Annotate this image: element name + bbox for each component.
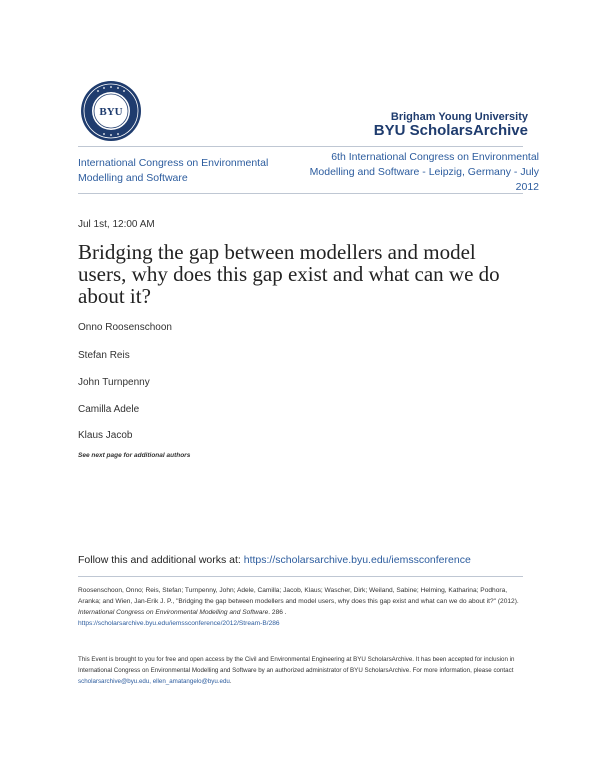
seal-text: BYU (99, 106, 123, 118)
follow-link[interactable]: https://scholarsarchive.byu.edu/iemssconference (243, 554, 471, 566)
author-name: Stefan Reis (78, 350, 130, 361)
citation-text: Roosenschoon, Onno; Reis, Stefan; Turnpenny, John; Adele, Camilla; Jacob, Klaus; Wascher, Dirk; Weiland, Sabine; Helming, Katharina; Podhora, Aranka; and Wien, Jan-Erik J. P., "Bridging the gap between modellers and model users, why does this gap exist and what can we do about it?" (2012). (78, 587, 519, 605)
notice-text: This Event is brought to you for free and open access by the Civil and Environmental Engineering at BYU ScholarsArchive. It has been accepted for inclusion in International Congress on Environmental Modelling and Software by an authorized administrator of BYU ScholarsArchive. For more information, please contact (78, 656, 515, 674)
follow-line (78, 554, 471, 566)
follow-label: Follow this and additional works at: (78, 554, 244, 566)
see-next-note: See next page for additional authors (78, 452, 191, 459)
archive-name[interactable]: BYU ScholarsArchive (373, 122, 528, 139)
access-notice (78, 654, 526, 687)
byu-seal-logo (80, 80, 142, 142)
notice-end: . (229, 678, 232, 685)
citation-number: . 286 . (268, 609, 287, 616)
citation-link[interactable]: https://scholarsarchive.byu.edu/iemssconference/2012/Stream-B/286 (78, 620, 280, 627)
citation-venue: International Congress on Environmental Modelling and Software (78, 609, 269, 616)
contact-email-link[interactable]: scholarsarchive@byu.edu, ellen_amatangelo@byu.edu (78, 678, 230, 685)
top-divider (78, 146, 523, 147)
citation-block (78, 585, 526, 629)
university-name[interactable]: Brigham Young University (390, 111, 528, 123)
middle-divider (78, 193, 523, 194)
paper-title: Bridging the gap between modellers and model users, why does this gap exist and what can we do about it? (78, 240, 500, 308)
author-name: Klaus Jacob (78, 430, 133, 441)
collection-link-left[interactable]: International Congress on Environmental Modelling and Software (78, 157, 269, 184)
collection-link-right[interactable]: 6th International Congress on Environmental Modelling and Software - Leipzig, Germany - July 2012 (309, 151, 539, 193)
author-name: Camilla Adele (78, 404, 140, 415)
author-name: Onno Roosenschoon (78, 322, 172, 333)
event-date: Jul 1st, 12:00 AM (78, 219, 155, 230)
bottom-divider (78, 576, 523, 577)
author-name: John Turnpenny (78, 377, 150, 388)
